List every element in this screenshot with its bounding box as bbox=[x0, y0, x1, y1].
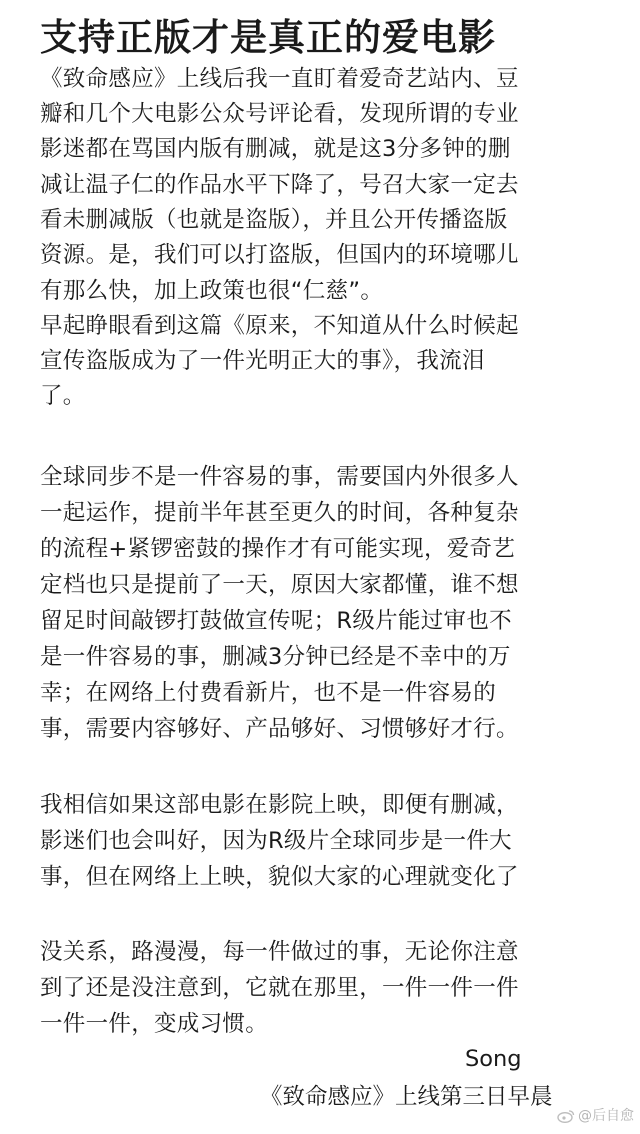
weibo-watermark bbox=[557, 1105, 634, 1127]
text-line: 到了还是没注意到，它就在那里，一件一件一件 bbox=[40, 975, 519, 1001]
text-line: 一件一件，变成习惯。 bbox=[40, 1011, 269, 1037]
text-line: 早起睁眼看到这篇《原来，不知道从什么时候起 bbox=[40, 313, 519, 339]
article-title: 支持正版才是真正的爱电影 bbox=[40, 16, 496, 59]
text-line: 了。 bbox=[40, 383, 86, 409]
text-line: 一起运作，提前半年甚至更久的时间，各种复杂 bbox=[40, 500, 519, 526]
signature-name: Song bbox=[465, 1046, 522, 1072]
text-line: 我相信如果这部电影在影院上映，即便有删减， bbox=[40, 792, 519, 818]
weibo-icon bbox=[557, 1109, 575, 1123]
text-line: 的流程+紧锣密鼓的操作才有可能实现，爱奇艺 bbox=[40, 536, 516, 562]
text-line: 宣传盗版成为了一件光明正大的事》，我流泪 bbox=[40, 348, 485, 374]
text-line: 减让温子仁的作品水平下降了，号召大家一定去 bbox=[40, 172, 519, 198]
text-line: 看未删减版（也就是盗版），并且公开传播盗版 bbox=[40, 207, 508, 233]
text-line: 幸；在网络上付费看新片，也不是一件容易的 bbox=[40, 680, 497, 706]
text-line: 影迷们也会叫好，因为R级片全球同步是一件大 bbox=[40, 828, 512, 854]
text-line: 《致命感应》上线后我一直盯着爱奇艺站内、豆 bbox=[40, 66, 519, 92]
text-line: 事，需要内容够好、产品够好、习惯够好才行。 bbox=[40, 716, 519, 742]
text-line: 没关系，路漫漫，每一件做过的事，无论你注意 bbox=[40, 939, 519, 965]
text-line: 有那么快，加上政策也很“仁慈”。 bbox=[40, 278, 384, 304]
text-line: 留足时间敲锣打鼓做宣传呢；R级片能过审也不 bbox=[40, 608, 512, 634]
signature-date: 《致命感应》上线第三日早晨 bbox=[260, 1084, 553, 1110]
text-line: 影迷都在骂国内版有删减，就是这3分多钟的删 bbox=[40, 136, 511, 162]
watermark-text: @后自愈 bbox=[578, 1108, 634, 1124]
text-line: 资源。是，我们可以打盗版，但国内的环境哪儿 bbox=[40, 242, 519, 268]
text-line: 瓣和几个大电影公众号评论看，发现所谓的专业 bbox=[40, 101, 519, 127]
text-line: 事，但在网络上上映，貌似大家的心理就变化了 bbox=[40, 864, 519, 890]
text-line: 全球同步不是一件容易的事，需要国内外很多人 bbox=[40, 464, 519, 490]
text-line: 是一件容易的事，删减3分钟已经是不幸中的万 bbox=[40, 644, 511, 670]
text-line: 定档也只是提前了一天，原因大家都懂，谁不想 bbox=[40, 572, 519, 598]
